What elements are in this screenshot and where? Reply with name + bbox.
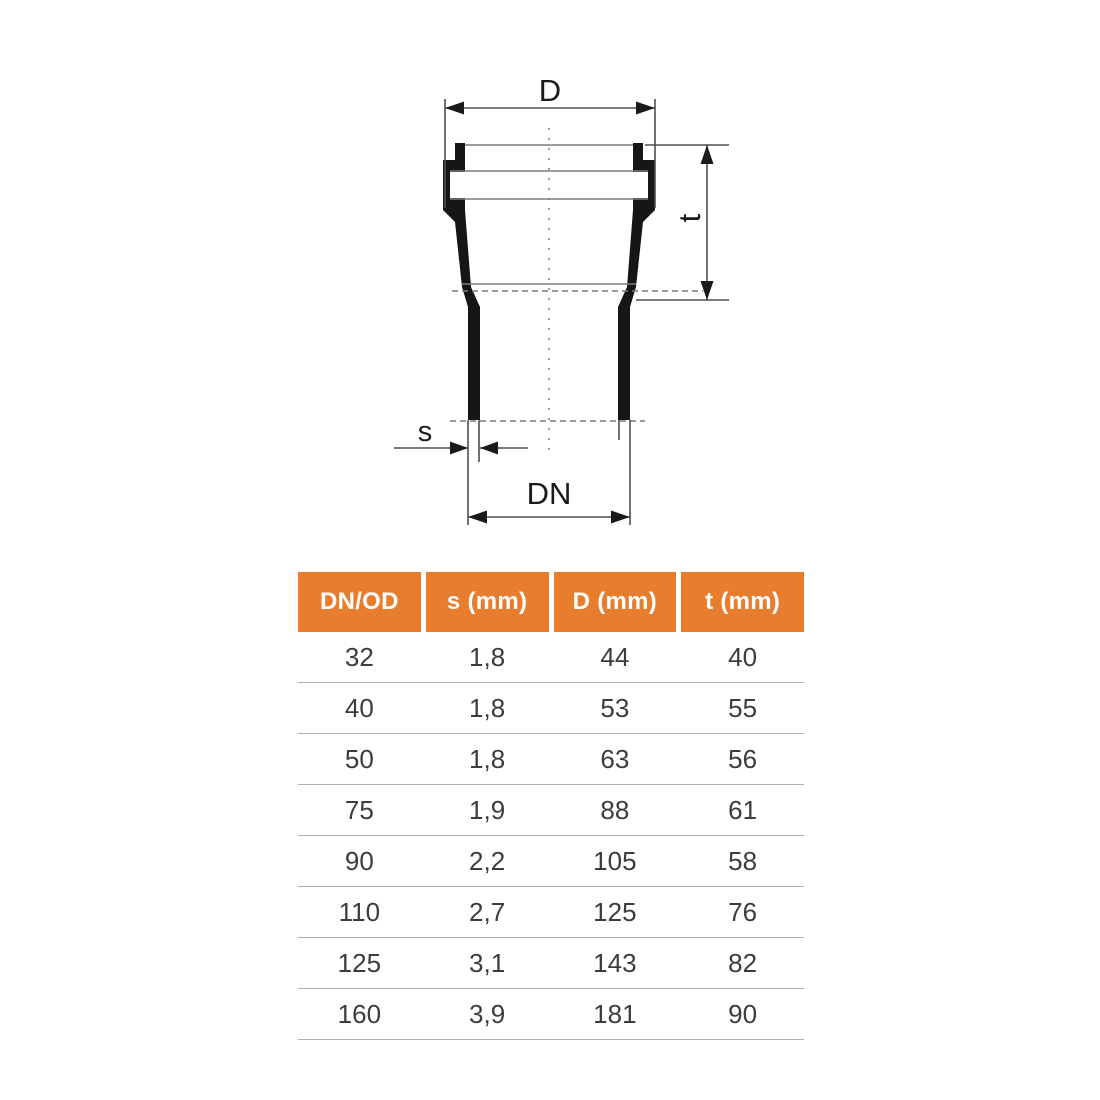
- cell-d: 143: [593, 947, 637, 978]
- column-header-s: s (mm): [426, 572, 549, 632]
- cell-s: 3,9: [469, 998, 506, 1029]
- table-row: [298, 836, 804, 887]
- cell-t: 76: [728, 896, 758, 927]
- cell-s: 1,8: [469, 641, 506, 672]
- dimension-label-D: D: [538, 73, 562, 108]
- cell-t: 82: [728, 947, 758, 978]
- cell-d: 105: [593, 845, 637, 876]
- cell-dn: 50: [344, 743, 374, 774]
- gasket-groove: [450, 172, 648, 198]
- dimension-label-DN: DN: [526, 476, 572, 511]
- table-row: [298, 938, 804, 989]
- interior-edges: [450, 145, 648, 284]
- cell-dn: 40: [344, 692, 374, 723]
- cell-dn: 75: [344, 794, 374, 825]
- cell-dn: 160: [337, 998, 382, 1029]
- cell-t: 56: [728, 743, 758, 774]
- cell-dn: 90: [344, 845, 374, 876]
- cell-t: 40: [728, 641, 758, 672]
- cell-d: 63: [600, 743, 630, 774]
- cell-s: 3,1: [469, 947, 506, 978]
- cell-d: 181: [593, 998, 637, 1029]
- arrow-D-left: [445, 102, 464, 115]
- table-row: [298, 989, 804, 1040]
- arrow-DN-left: [468, 511, 487, 524]
- cell-t: 55: [728, 692, 758, 723]
- cell-d: 125: [593, 896, 637, 927]
- cell-s: 2,7: [469, 896, 506, 927]
- table-row: [298, 683, 804, 734]
- cell-t: 58: [728, 845, 758, 876]
- cell-d: 53: [600, 692, 630, 723]
- arrow-t-top: [701, 145, 714, 164]
- cell-dn: 125: [337, 947, 382, 978]
- cell-s: 2,2: [469, 845, 506, 876]
- cell-d: 44: [600, 641, 630, 672]
- column-header-d: D (mm): [554, 572, 677, 632]
- cell-s: 1,9: [469, 794, 506, 825]
- table-row: [298, 785, 804, 836]
- arrow-D-right: [636, 102, 655, 115]
- cell-dn: 110: [338, 896, 381, 927]
- table-header-row: [298, 572, 804, 632]
- dimension-table: [298, 572, 804, 1040]
- arrow-DN-right: [611, 511, 630, 524]
- cell-s: 1,8: [469, 743, 506, 774]
- arrow-s-right: [480, 442, 498, 455]
- column-header-dn-od: DN/OD: [298, 572, 421, 632]
- cell-s: 1,8: [469, 692, 506, 723]
- cell-t: 90: [728, 998, 758, 1029]
- dimension-label-s: s: [417, 416, 433, 448]
- column-header-t: t (mm): [681, 572, 804, 632]
- table-row: [298, 887, 804, 938]
- dimension-arrowheads: [445, 102, 714, 524]
- dimension-lines: [394, 99, 729, 525]
- dimension-label-t: t: [672, 213, 707, 223]
- table-row: [298, 632, 804, 683]
- cell-d: 88: [600, 794, 630, 825]
- arrow-s-left: [450, 442, 468, 455]
- cell-dn: 32: [344, 641, 374, 672]
- table-row: [298, 734, 804, 785]
- cell-t: 61: [728, 794, 758, 825]
